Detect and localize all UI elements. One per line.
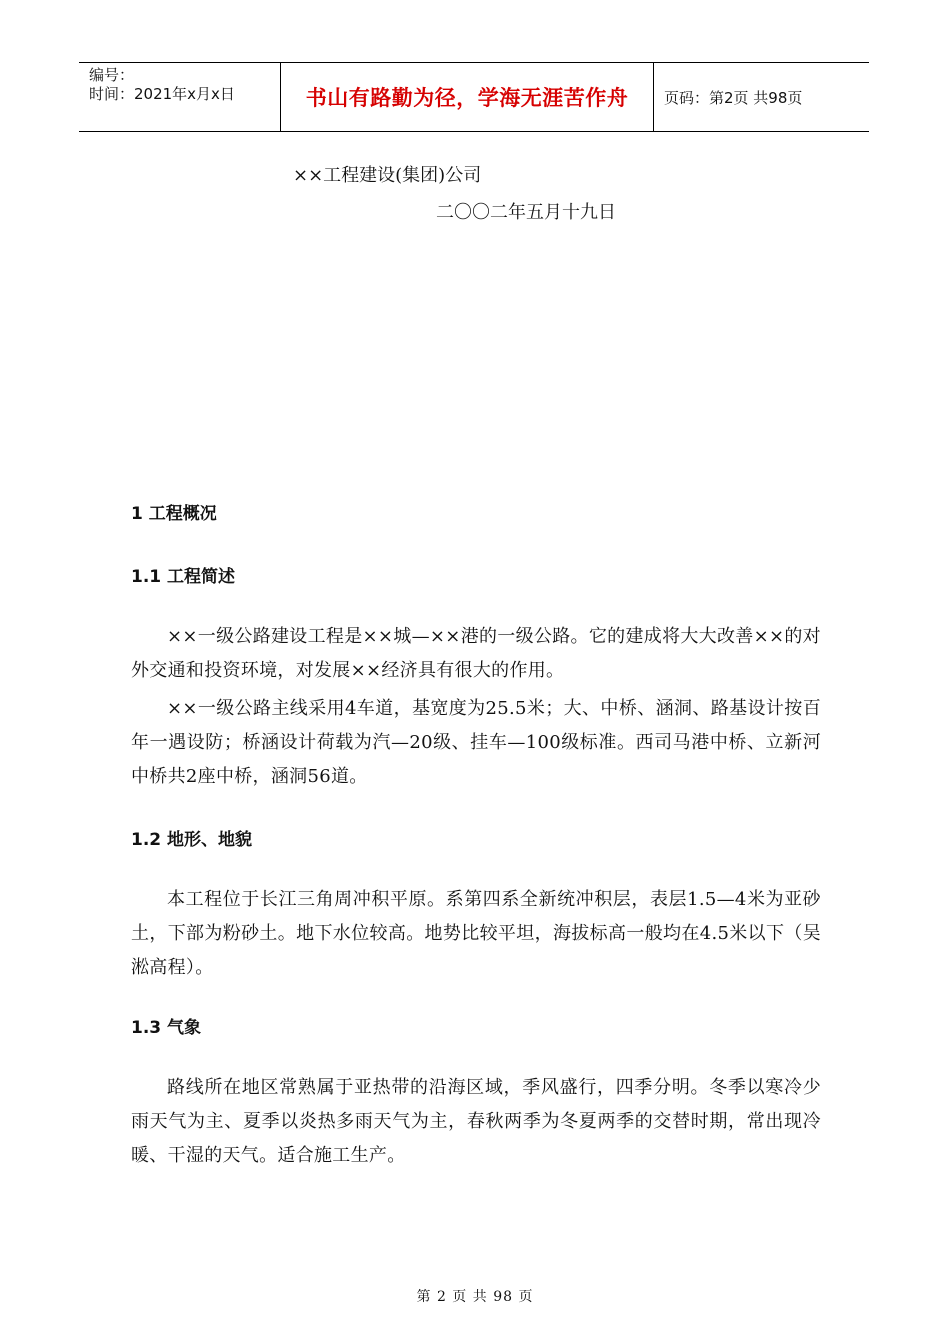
time-label: 时间：2021年x月x日 (89, 85, 235, 103)
section-1-2-paragraph: 本工程位于长江三角周冲积平原。系第四系全新统冲积层，表层1.5—4米为亚砂土，下部为粉砂土。地下水位较高。地势比较平坦，海拔标高一般均在4.5米以下（吴淞高程）。 (131, 889, 821, 978)
page-header (79, 62, 869, 132)
section-1-1-paragraph-1: ××一级公路建设工程是××城—××港的一级公路。它的建成将大大改善××的对外交通和投资环境，对发展××经济具有很大的作用。 (131, 626, 821, 681)
header-meta (79, 63, 280, 131)
section-1-title: 1 工程概况 (131, 504, 217, 524)
section-1-3-title: 1.3 气象 (131, 1018, 202, 1038)
section-1-1-title: 1.1 工程简述 (131, 567, 236, 587)
section-1-3-paragraph: 路线所在地区常熟属于亚热带的沿海区域，季风盛行，四季分明。冬季以寒冷少雨天气为主、夏季以炎热多雨天气为主，春秋两季为冬夏两季的交替时期，常出现冷暖、干湿的天气。适合施工生产。 (131, 1077, 821, 1166)
number-label: 编号： (89, 66, 135, 84)
page-footer: 第 2 页 共 98 页 (416, 1289, 534, 1305)
header-page-info: 页码：第2页 共98页 (664, 88, 803, 107)
header-motto: 书山有路勤为径，学海无涯苦作舟 (280, 63, 654, 131)
document-date: 二〇〇二年五月十九日 (436, 202, 616, 223)
company-name: ××工程建设(集团)公司 (293, 165, 482, 186)
section-1-2-title: 1.2 地形、地貌 (131, 830, 253, 850)
section-1-1-paragraph-2: ××一级公路主线采用4车道，基宽度为25.5米；大、中桥、涵洞、路基设计按百年一遇设防；桥涵设计荷载为汽—20级、挂车—100级标准。西司马港中桥、立新河中桥共2座中桥，涵洞56道。 (131, 698, 821, 787)
